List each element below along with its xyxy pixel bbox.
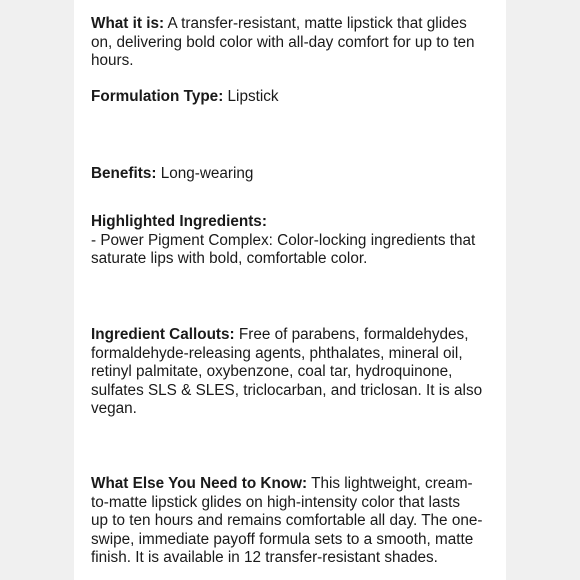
what-it-is-label: What it is:: [91, 15, 165, 32]
what-else-text-2: to-matte lipstick glides on high-intensity color that lasts: [91, 493, 460, 511]
formulation-type-value: Lipstick: [223, 88, 279, 105]
document-page: [74, 0, 506, 580]
what-else-text-1: This lightweight, cream-: [307, 475, 473, 492]
formulation-type-section: [91, 88, 493, 107]
ingredient-callouts-text-1: Free of parabens, formaldehydes,: [234, 326, 469, 343]
highlighted-ingredients-text-2: saturate lips with bold, comfortable color.: [91, 250, 368, 268]
ingredient-callouts-text-2: formaldehyde-releasing agents, phthalates, mineral oil,: [91, 344, 463, 362]
what-it-is-text-1: A transfer-resistant, matte lipstick that glides: [164, 15, 467, 32]
what-it-is-text-2: on, delivering bold color with all-day comfort for up to ten: [91, 33, 475, 51]
what-else-text-4: swipe, immediate payoff formula sets to a smooth, matte: [91, 530, 474, 548]
ingredient-callouts-text-5: vegan.: [91, 400, 137, 418]
what-else-section: [91, 475, 493, 568]
what-else-text-5: finish. It is available in 12 transfer-resistant shades.: [91, 549, 438, 567]
ingredient-callouts-text-3: retinyl palmitate, oxybenzone, coal tar, hydroquinone,: [91, 363, 453, 381]
highlighted-ingredients-section: [91, 213, 493, 269]
highlighted-ingredients-label: Highlighted Ingredients:: [91, 213, 267, 230]
benefits-section: [91, 165, 493, 184]
ingredient-callouts-label: Ingredient Callouts:: [91, 326, 235, 343]
highlighted-ingredients-text-1: - Power Pigment Complex: Color-locking ingredients that: [91, 231, 476, 249]
what-else-text-3: up to ten hours and remains comfortable all day. The one-: [91, 512, 483, 530]
what-else-label: What Else You Need to Know:: [91, 475, 308, 492]
formulation-type-label: Formulation Type:: [91, 88, 224, 105]
ingredient-callouts-section: [91, 326, 493, 419]
what-it-is-text-3: hours.: [91, 52, 134, 70]
benefits-label: Benefits:: [91, 165, 157, 182]
benefits-value: Long-wearing: [156, 165, 254, 182]
ingredient-callouts-text-4: sulfates SLS & SLES, triclocarban, and triclosan. It is also: [91, 381, 483, 399]
what-it-is-section: [91, 15, 493, 71]
